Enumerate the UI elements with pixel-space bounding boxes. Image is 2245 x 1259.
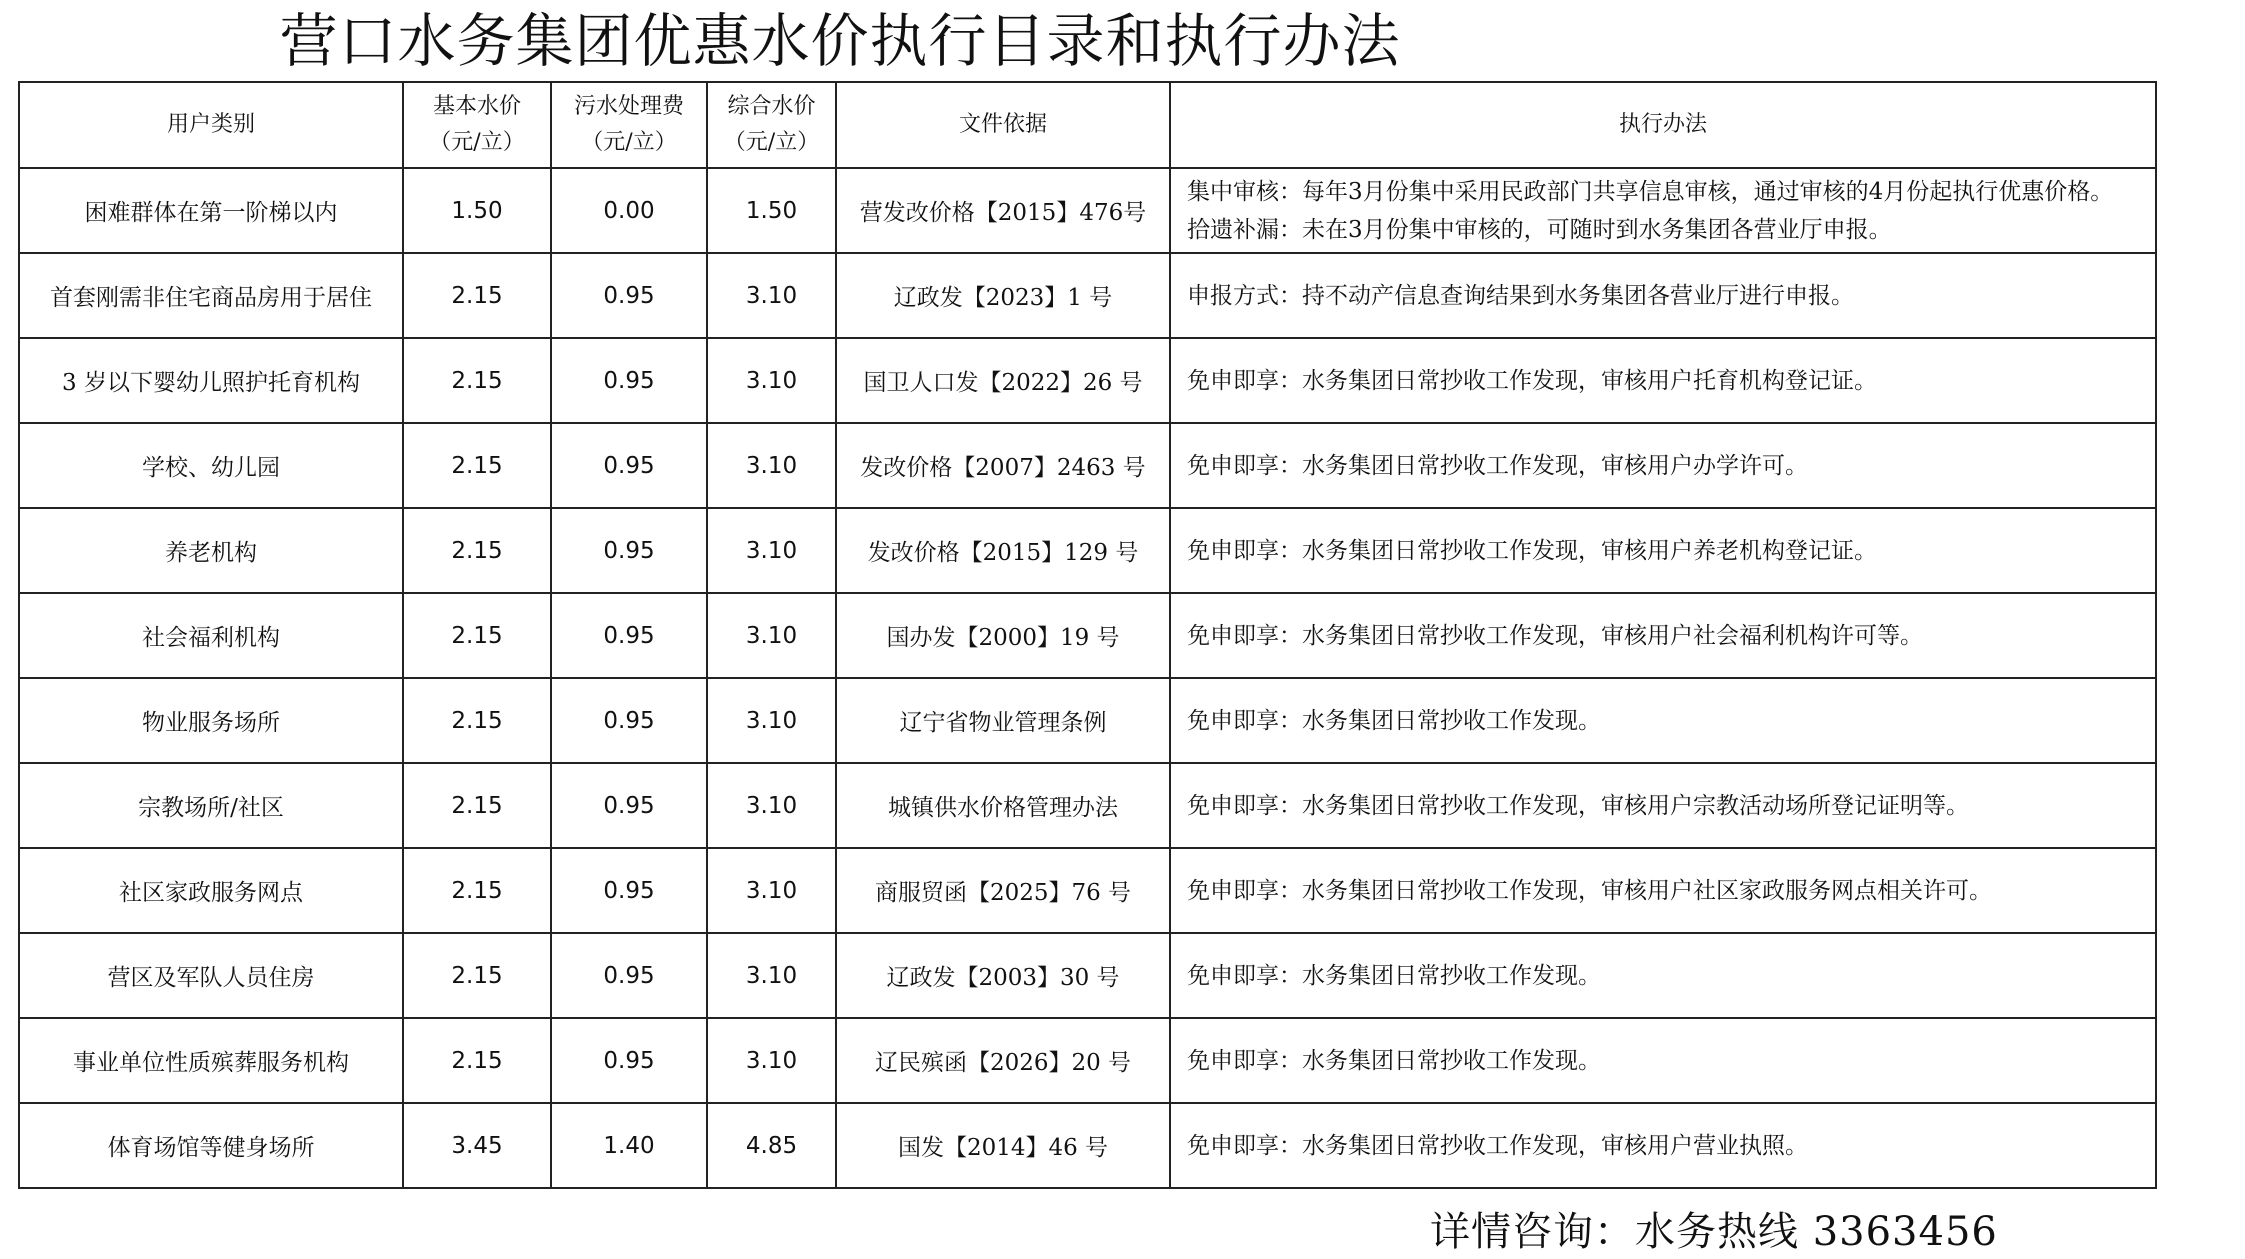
method-cell — [1170, 253, 2156, 338]
table-row — [19, 338, 2156, 423]
method-line: 集中审核：每年3月份集中采用民政部门共享信息审核，通过审核的4月份起执行优惠价格。 — [1187, 178, 2114, 205]
basic-price-cell: 3.45 — [403, 1103, 551, 1188]
sewage-fee-cell: 0.95 — [551, 1018, 707, 1103]
header-total-price-label: 综合水价 — [727, 94, 816, 119]
header-method: 执行办法 — [1170, 82, 2156, 168]
method-cell — [1170, 848, 2156, 933]
total-price-cell: 3.10 — [707, 678, 836, 763]
total-price-cell: 1.50 — [707, 168, 836, 253]
total-price-cell: 3.10 — [707, 1018, 836, 1103]
table-row — [19, 593, 2156, 678]
document-cell: 国卫人口发【2022】26 号 — [836, 338, 1170, 423]
sewage-fee-cell: 0.95 — [551, 933, 707, 1018]
method-line: 免申即享：水务集团日常抄收工作发现，审核用户养老机构登记证。 — [1187, 537, 1877, 564]
header-basic-price-label: 基本水价 — [432, 94, 521, 119]
method-cell — [1170, 168, 2156, 253]
table-row — [19, 253, 2156, 338]
document-cell: 辽民殡函【2026】20 号 — [836, 1018, 1170, 1103]
sewage-fee-cell: 0.00 — [551, 168, 707, 253]
header-total-price — [707, 82, 836, 168]
method-line: 免申即享：水务集团日常抄收工作发现，审核用户办学许可。 — [1187, 452, 1808, 479]
basic-price-cell: 2.15 — [403, 593, 551, 678]
category-cell: 营区及军队人员住房 — [19, 933, 403, 1018]
category-cell: 宗教场所/社区 — [19, 763, 403, 848]
sewage-fee-cell: 0.95 — [551, 423, 707, 508]
sewage-fee-cell: 0.95 — [551, 508, 707, 593]
method-cell — [1170, 593, 2156, 678]
total-price-cell: 3.10 — [707, 253, 836, 338]
basic-price-cell: 2.15 — [403, 1018, 551, 1103]
basic-price-cell: 2.15 — [403, 678, 551, 763]
category-cell: 困难群体在第一阶梯以内 — [19, 168, 403, 253]
method-line: 免申即享：水务集团日常抄收工作发现。 — [1187, 1047, 1601, 1074]
table-row — [19, 168, 2156, 253]
document-cell: 国发【2014】46 号 — [836, 1103, 1170, 1188]
document-cell: 商服贸函【2025】76 号 — [836, 848, 1170, 933]
method-line: 免申即享：水务集团日常抄收工作发现，审核用户社区家政服务网点相关许可。 — [1187, 877, 1992, 904]
method-line: 申报方式：持不动产信息查询结果到水务集团各营业厅进行申报。 — [1187, 282, 1854, 309]
document-cell: 国办发【2000】19 号 — [836, 593, 1170, 678]
method-line: 免申即享：水务集团日常抄收工作发现，审核用户托育机构登记证。 — [1187, 367, 1877, 394]
header-document: 文件依据 — [836, 82, 1170, 168]
basic-price-cell: 2.15 — [403, 508, 551, 593]
total-price-cell: 3.10 — [707, 763, 836, 848]
method-line: 免申即享：水务集团日常抄收工作发现，审核用户社会福利机构许可等。 — [1187, 622, 1923, 649]
document-cell: 辽宁省物业管理条例 — [836, 678, 1170, 763]
table-row — [19, 763, 2156, 848]
page-title: 营口水务集团优惠水价执行目录和执行办法 — [279, 7, 1401, 75]
sewage-fee-cell: 0.95 — [551, 763, 707, 848]
header-total-price-unit: （元/立） — [723, 130, 820, 155]
sewage-fee-cell: 0.95 — [551, 848, 707, 933]
table-row — [19, 1103, 2156, 1188]
table-row — [19, 508, 2156, 593]
method-line: 免申即享：水务集团日常抄收工作发现。 — [1187, 707, 1601, 734]
method-cell — [1170, 1103, 2156, 1188]
category-cell: 3 岁以下婴幼儿照护托育机构 — [19, 338, 403, 423]
basic-price-cell: 2.15 — [403, 848, 551, 933]
sewage-fee-cell: 1.40 — [551, 1103, 707, 1188]
method-cell — [1170, 423, 2156, 508]
table-row — [19, 678, 2156, 763]
method-cell — [1170, 678, 2156, 763]
table-row — [19, 848, 2156, 933]
basic-price-cell: 2.15 — [403, 253, 551, 338]
category-cell: 体育场馆等健身场所 — [19, 1103, 403, 1188]
sewage-fee-cell: 0.95 — [551, 338, 707, 423]
table-row — [19, 1018, 2156, 1103]
total-price-cell: 4.85 — [707, 1103, 836, 1188]
category-cell: 社区家政服务网点 — [19, 848, 403, 933]
sewage-fee-cell: 0.95 — [551, 593, 707, 678]
method-line: 免申即享：水务集团日常抄收工作发现，审核用户宗教活动场所登记证明等。 — [1187, 792, 1969, 819]
category-cell: 养老机构 — [19, 508, 403, 593]
basic-price-cell: 2.15 — [403, 338, 551, 423]
basic-price-cell: 1.50 — [403, 168, 551, 253]
basic-price-cell: 2.15 — [403, 423, 551, 508]
document-cell: 城镇供水价格管理办法 — [836, 763, 1170, 848]
total-price-cell: 3.10 — [707, 338, 836, 423]
header-sewage-fee — [551, 82, 707, 168]
header-basic-price — [403, 82, 551, 168]
header-sewage-fee-unit: （元/立） — [581, 130, 677, 155]
category-cell: 社会福利机构 — [19, 593, 403, 678]
total-price-cell: 3.10 — [707, 848, 836, 933]
header-category: 用户类别 — [19, 82, 403, 168]
method-cell — [1170, 338, 2156, 423]
total-price-cell: 3.10 — [707, 423, 836, 508]
method-cell — [1170, 933, 2156, 1018]
category-cell: 首套刚需非住宅商品房用于居住 — [19, 253, 403, 338]
method-cell — [1170, 508, 2156, 593]
sewage-fee-cell: 0.95 — [551, 678, 707, 763]
document-cell: 发改价格【2015】129 号 — [836, 508, 1170, 593]
total-price-cell: 3.10 — [707, 933, 836, 1018]
category-cell: 学校、幼儿园 — [19, 423, 403, 508]
document-cell: 辽政发【2003】30 号 — [836, 933, 1170, 1018]
table-row — [19, 933, 2156, 1018]
category-cell: 事业单位性质殡葬服务机构 — [19, 1018, 403, 1103]
method-cell — [1170, 763, 2156, 848]
method-cell — [1170, 1018, 2156, 1103]
category-cell: 物业服务场所 — [19, 678, 403, 763]
hotline-footer: 详情咨询：水务热线 3363456 — [1430, 1209, 1998, 1255]
sewage-fee-cell: 0.95 — [551, 253, 707, 338]
basic-price-cell: 2.15 — [403, 763, 551, 848]
header-sewage-fee-label: 污水处理费 — [573, 94, 684, 119]
header-basic-price-unit: （元/立） — [429, 130, 525, 155]
table-header-row — [19, 82, 2156, 168]
total-price-cell: 3.10 — [707, 593, 836, 678]
document-cell: 营发改价格【2015】476号 — [836, 168, 1170, 253]
total-price-cell: 3.10 — [707, 508, 836, 593]
document-cell: 发改价格【2007】2463 号 — [836, 423, 1170, 508]
document-cell: 辽政发【2023】1 号 — [836, 253, 1170, 338]
table-body — [19, 168, 2156, 1188]
discount-price-table — [18, 81, 2157, 1189]
method-line: 免申即享：水务集团日常抄收工作发现，审核用户营业执照。 — [1187, 1132, 1808, 1159]
method-line: 免申即享：水务集团日常抄收工作发现。 — [1187, 962, 1601, 989]
method-line: 拾遗补漏：未在3月份集中审核的，可随时到水务集团各营业厅申报。 — [1187, 216, 1892, 243]
table-row — [19, 423, 2156, 508]
basic-price-cell: 2.15 — [403, 933, 551, 1018]
